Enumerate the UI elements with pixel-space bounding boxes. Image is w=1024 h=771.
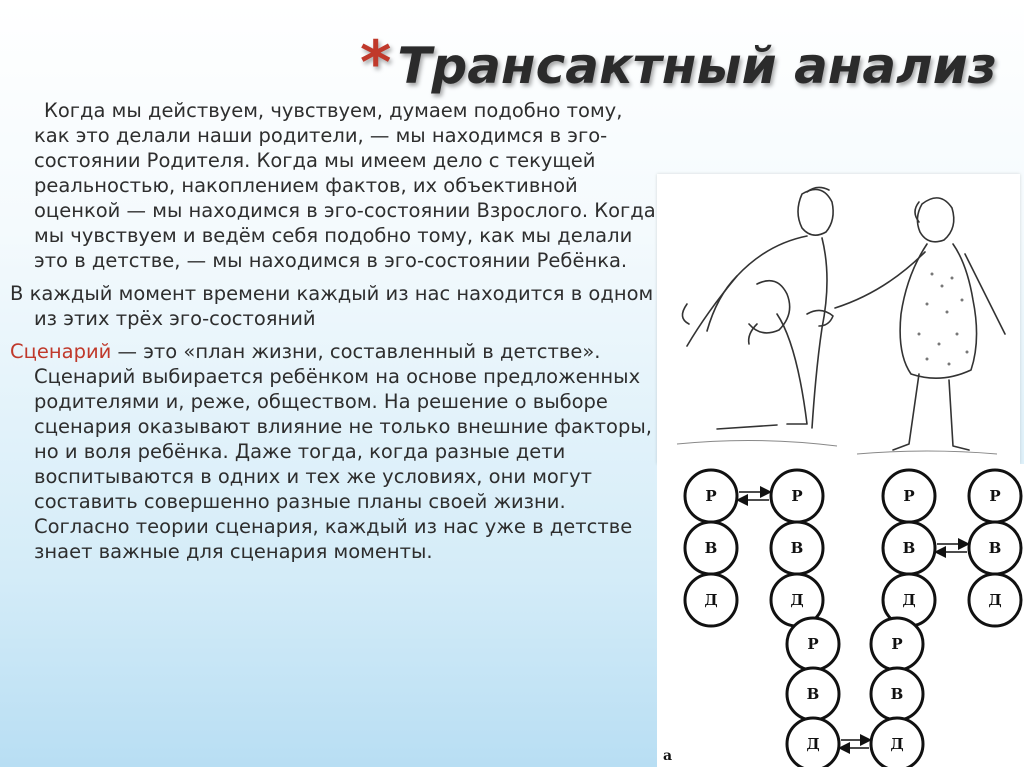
title-star: *	[360, 28, 392, 98]
paragraph-scenario	[10, 339, 660, 564]
label-adult: В	[790, 539, 804, 557]
label-parent: Р	[791, 487, 803, 505]
family-illustration	[657, 174, 1020, 464]
label-adult: В	[704, 539, 718, 557]
paragraph-each-moment: В каждый момент времени каждый из нас находится в одном из этих трёх эго-состояний	[10, 282, 654, 330]
label-child: Д	[890, 735, 904, 753]
diagram-group-bottom	[787, 618, 923, 767]
label-parent: Р	[903, 487, 915, 505]
label-child: Д	[902, 591, 916, 609]
ego-state-svg	[657, 464, 1024, 767]
label-parent: Р	[989, 487, 1001, 505]
label-parent: Р	[807, 635, 819, 653]
label-child: Д	[988, 591, 1002, 609]
diagram-label-a: а	[663, 748, 673, 764]
paragraph-ego-states: Когда мы действуем, чувствуем, думаем подобно тому, как это делали наши родители, — мы находимся в эго-состоянии Родителя. Когда мы имеем дело с текущей реальностью, накоплением фактов, их объективной оценкой — мы находимся в эго-состоянии Взрослого. Когда мы чувствуем и ведём себя подобно тому, как мы делали это в детстве, — мы находимся в эго-состоянии Ребёнка.	[34, 99, 656, 272]
diagram-group-top-right	[883, 470, 1021, 626]
body-text	[10, 98, 660, 564]
label-parent: Р	[891, 635, 903, 653]
scenario-term: Сценарий	[10, 340, 112, 363]
label-adult: В	[806, 685, 820, 703]
title-text: Трансактный анализ	[397, 37, 997, 95]
label-child: Д	[806, 735, 820, 753]
family-sketch-image	[657, 174, 1020, 464]
label-adult: В	[988, 539, 1002, 557]
slide-title	[360, 28, 1010, 108]
label-child: Д	[704, 591, 718, 609]
diagram-group-top-left	[685, 470, 823, 626]
scenario-definition: — это «план жизни, составленный в детстве». Сценарий выбирается ребёнком на основе предложенных родителями и, реже, обществом. На решение о выборе сценария оказывают влияние не только внешние факторы, но и воля ребёнка. Даже тогда, когда разные дети воспитываются в одних и тех же условиях, они могут составить совершенно разные планы своей жизни. Согласно теории сценария, каждый из нас уже в детстве знает важные для сценария моменты.	[34, 340, 652, 563]
ego-state-diagram	[657, 464, 1024, 767]
label-child: Д	[790, 591, 804, 609]
label-parent: Р	[705, 487, 717, 505]
label-adult: В	[890, 685, 904, 703]
label-adult: В	[902, 539, 916, 557]
